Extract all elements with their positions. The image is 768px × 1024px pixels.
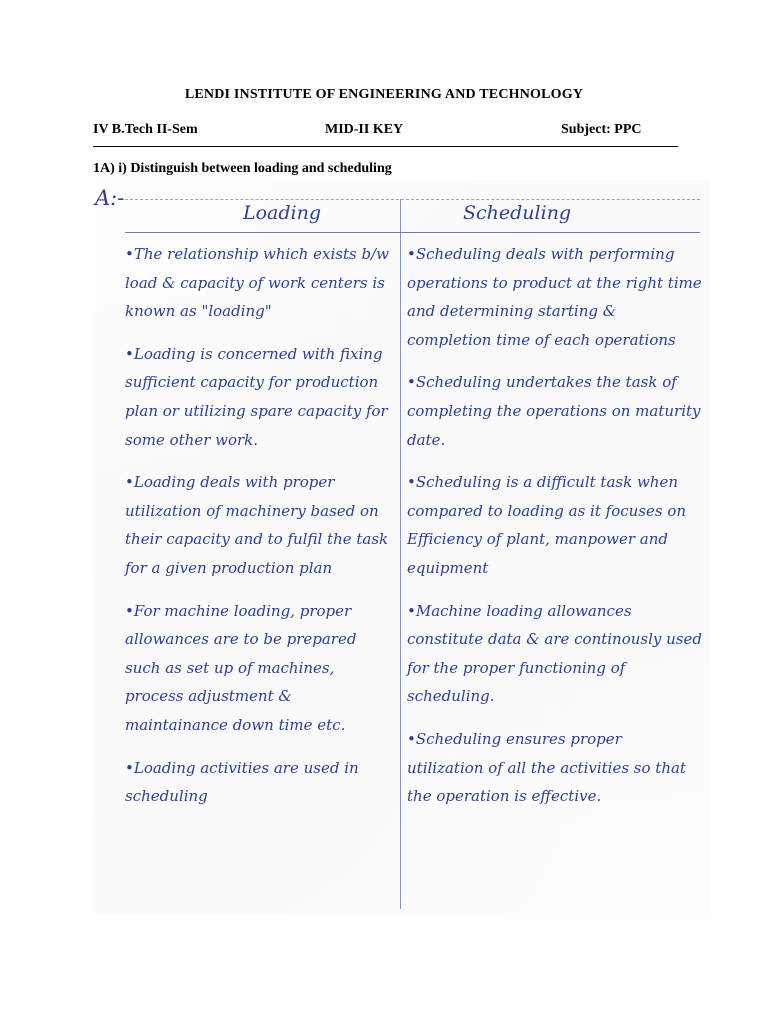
header-divider [93, 146, 678, 147]
scheduling-point: • Scheduling is a difficult task when compared to loading as it focuses on Efficiency of plant, manpower and equipment [407, 468, 703, 582]
scheduling-point: • Scheduling undertakes the task of completing the operations on maturity date. [407, 368, 703, 454]
institute-title: LENDI INSTITUTE OF ENGINEERING AND TECHNOLOGY [184, 87, 584, 102]
header-underline [125, 232, 700, 233]
loading-point: • For machine loading, proper allowances are to be prepared such as set up of machines, process adjustment & maintainance down time etc. [125, 597, 393, 740]
scheduling-column-header: Scheduling [463, 202, 572, 224]
scheduling-point: • Scheduling ensures proper utilization of all the activities so that the operation is effective. [407, 725, 703, 811]
loading-point: • The relationship which exists b/w load & capacity of work centers is known as "loading" [125, 240, 393, 326]
handwritten-answer-scan [95, 180, 710, 915]
loading-column [125, 240, 393, 825]
course-label: IV B.Tech II-Sem [93, 122, 198, 137]
loading-point: • Loading is concerned with fixing sufficient capacity for production plan or utilizing spare capacity for some other work. [125, 340, 393, 454]
loading-column-header: Loading [243, 202, 322, 224]
answer-label: A:- [95, 186, 125, 210]
column-divider [400, 199, 401, 909]
loading-point: • Loading activities are used in scheduling [125, 754, 393, 811]
scheduling-point: • Scheduling deals with performing operations to product at the right time and determining starting & completion time of each operations [407, 240, 703, 354]
scheduling-point: • Machine loading allowances constitute data & are continously used for the proper functioning of scheduling. [407, 597, 703, 711]
subject-label: Subject: PPC [561, 122, 642, 137]
question-title: 1A) i) Distinguish between loading and scheduling [93, 161, 392, 176]
loading-point: • Loading deals with proper utilization of machinery based on their capacity and to fulfil the task for a given production plan [125, 468, 393, 582]
exam-label: MID-II KEY [325, 122, 404, 137]
table-top-border [125, 199, 700, 200]
scheduling-column [407, 240, 703, 825]
